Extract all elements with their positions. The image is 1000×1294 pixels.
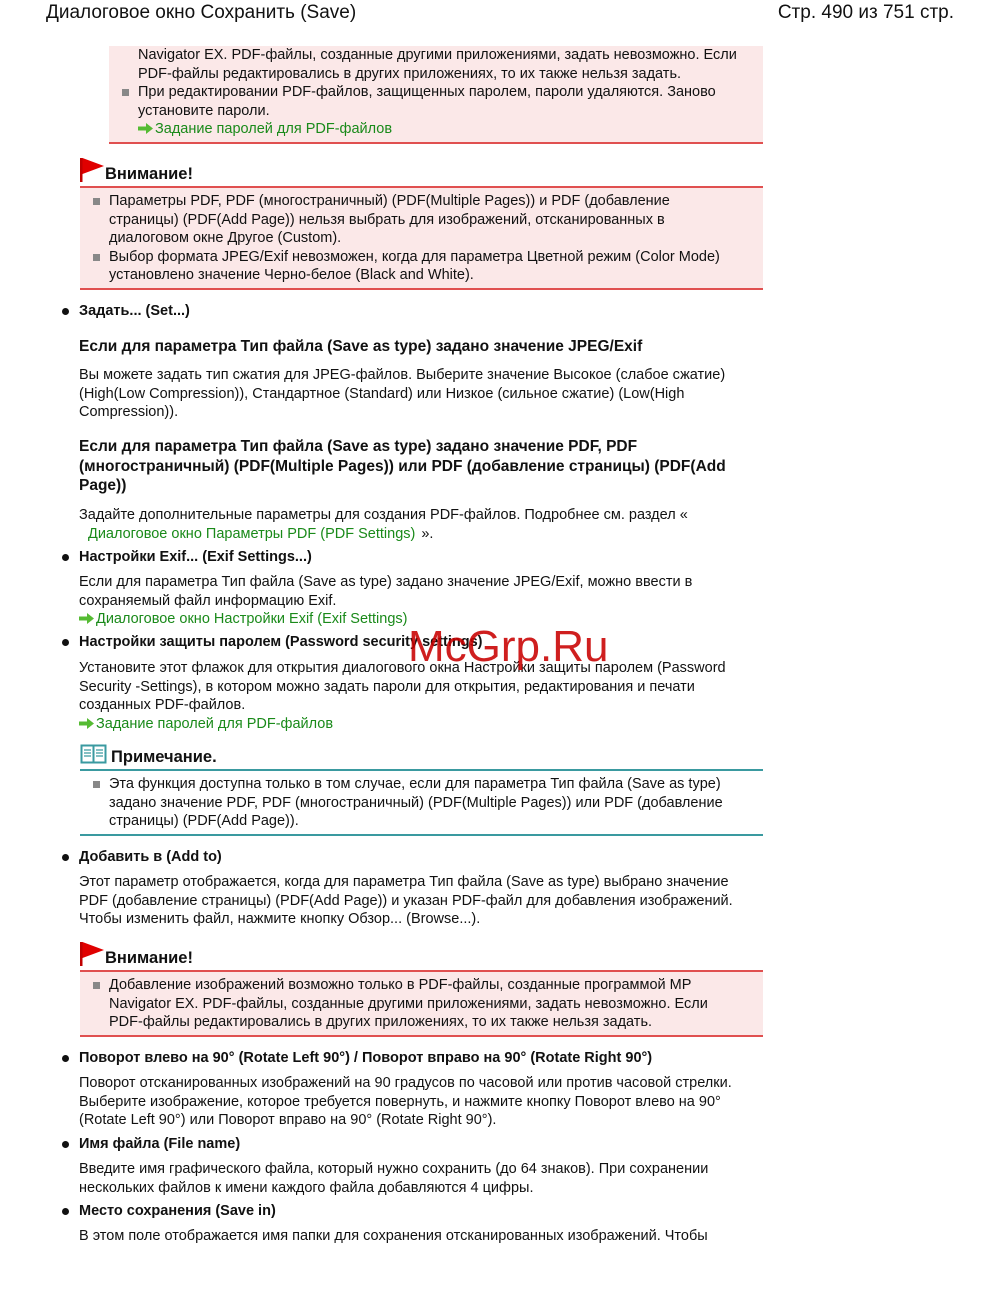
paragraph-pdf <box>79 506 688 543</box>
link-text: Задание паролей для PDF-файлов <box>96 715 334 732</box>
text-line <box>79 525 688 544</box>
paragraph-save-in <box>79 1227 708 1246</box>
text-fragment: ». <box>421 525 434 542</box>
link-text: Задание паролей для PDF-файлов <box>155 121 393 137</box>
caution-item-line: Navigator EX. PDF-файлы, созданные другими приложениями, задать невозможно. Если <box>109 995 708 1012</box>
text-line: PDF (добавление страницы) (PDF(Add Page)) и указан PDF-файл для добавления изображений. <box>79 892 733 909</box>
text-line: Выберите изображение, которое требуется повернуть, и нажмите кнопку Поворот влево на 90° <box>79 1093 721 1110</box>
text-line: Чтобы изменить файл, нажмите кнопку Обзор... (Browse...). <box>79 911 481 927</box>
link-pdf-settings[interactable]: Диалоговое окно Параметры PDF (PDF Settings) <box>88 525 416 542</box>
heading-line: Если для параметра Тип файла (Save as type) задано значение PDF, PDF <box>79 438 638 455</box>
caution-item <box>138 83 763 102</box>
bullet-exif: Настройки Exif... (Exif Settings...) <box>79 549 312 565</box>
paragraph-exif <box>79 573 692 629</box>
bullet-file-name: Имя файла (File name) <box>79 1136 241 1152</box>
text-line: нескольких файлов к имени каждого файла добавляются 4 цифры. <box>79 1179 534 1196</box>
bullet-add-to: Добавить в (Add to) <box>79 849 222 865</box>
green-arrow-icon <box>79 718 94 729</box>
caution-item <box>109 976 763 1032</box>
caution-box <box>80 186 763 290</box>
link-pdf-passwords-2[interactable] <box>79 715 726 734</box>
green-arrow-icon <box>138 123 153 134</box>
text-line: сохраняемый файл информацию Exif. <box>79 592 337 609</box>
text-line: Вы можете задать тип сжатия для JPEG-файлов. Выберите значение Высокое (слабое сжатие) <box>79 367 726 383</box>
caution-item <box>109 248 763 285</box>
caution-box <box>80 970 763 1037</box>
caution-text-line: Navigator EX. PDF-файлы, созданные другими приложениями, задать невозможно. Если <box>138 47 737 63</box>
note-box <box>80 769 763 836</box>
caution-title: Внимание! <box>105 165 193 183</box>
heading-pdf <box>79 437 726 496</box>
caution-item-line: PDF-файлы редактировались в других приложениях, то их также нельзя задать. <box>109 1014 653 1030</box>
paragraph-password <box>79 659 726 733</box>
caution-box-continued <box>109 46 763 144</box>
page-title: Диалоговое окно Сохранить (Save) <box>46 2 357 23</box>
caution-text-line: PDF-файлы редактировались в других приложениях, то их также нельзя задать. <box>138 65 682 82</box>
red-flag-icon <box>80 158 104 182</box>
bullet-save-in: Место сохранения (Save in) <box>79 1203 276 1219</box>
text-line: созданных PDF-файлов. <box>79 697 246 713</box>
heading-jpeg: Если для параметра Тип файла (Save as type) задано значение JPEG/Exif <box>79 338 643 355</box>
link-text: Диалоговое окно Настройки Exif (Exif Settings) <box>96 611 408 627</box>
text-line: Установите этот флажок для открытия диалогового окна Настройки защиты паролем (Password <box>79 660 726 676</box>
bullet-rotate: Поворот влево на 90° (Rotate Left 90°) / Поворот вправо на 90° (Rotate Right 90°) <box>79 1050 653 1066</box>
caution-item-text: При редактировании PDF-файлов, защищенных паролем, пароли удаляются. Заново <box>138 84 716 100</box>
caution-item-line: страницы) (PDF(Add Page)) нельзя выбрать для изображений, отсканированных в <box>109 211 665 228</box>
page-counter: Стр. 490 из 751 стр. <box>777 2 954 23</box>
red-flag-icon <box>80 942 104 966</box>
text-line: Задайте дополнительные параметры для создания PDF-файлов. Подробнее см. раздел « <box>79 507 688 523</box>
note-item-line: страницы) (PDF(Add Page)). <box>109 813 299 829</box>
paragraph-rotate <box>79 1074 732 1130</box>
note-item-line: задано значение PDF, PDF (многостраничный) (PDF(Multiple Pages)) или PDF (добавление <box>109 794 723 811</box>
caution-item-line: Выбор формата JPEG/Exif невозможен, когда для параметра Цветной режим (Color Mode) <box>109 248 720 265</box>
text-line: Security -Settings), в котором можно задать пароли для открытия, редактирования и печати <box>79 678 695 695</box>
text-line: Этот параметр отображается, когда для параметра Тип файла (Save as type) выбрано значение <box>79 874 729 890</box>
text-line: (Rotate Left 90°) или Поворот вправо на 90° (Rotate Right 90°). <box>79 1112 497 1128</box>
heading-line: (многостраничный) (PDF(Multiple Pages)) или PDF (добавление страницы) (PDF(Add <box>79 457 726 475</box>
caution-title: Внимание! <box>105 949 193 967</box>
text-line: (High(Low Compression)), Стандартное (Standard) или Низкое (сильное сжатие) (Low(High <box>79 385 685 402</box>
paragraph-add-to <box>79 873 733 929</box>
link-pdf-passwords[interactable] <box>138 120 763 139</box>
text-line: Введите имя графического файла, который нужно сохранить (до 64 знаков). При сохранении <box>79 1161 709 1177</box>
text-line: Если для параметра Тип файла (Save as type) задано значение JPEG/Exif, можно ввести в <box>79 574 693 590</box>
paragraph-file-name <box>79 1160 708 1197</box>
text-line: В этом поле отображается имя папки для сохранения отсканированных изображений. Чтобы <box>79 1228 708 1244</box>
caution-item-line: Параметры PDF, PDF (многостраничный) (PDF(Multiple Pages)) и PDF (добавление <box>109 193 670 209</box>
paragraph-jpeg <box>79 366 725 422</box>
note-title: Примечание. <box>111 748 217 766</box>
note-item-line: Эта функция доступна только в том случае, если для параметра Тип файла (Save as type) <box>109 776 721 792</box>
caution-item-line: диалоговом окне Другое (Custom). <box>109 230 342 246</box>
bullet-password: Настройки защиты паролем (Password security settings) <box>79 634 483 650</box>
note-item <box>109 775 763 831</box>
green-arrow-icon <box>79 613 94 624</box>
caution-item-line: установлено значение Черно-белое (Black and White). <box>109 267 474 283</box>
watermark: McGrp.Ru <box>408 622 609 671</box>
caution-item-line: Добавление изображений возможно только в PDF-файлы, созданные программой MP <box>109 977 692 993</box>
book-icon <box>80 744 107 764</box>
caution-text-line: установите пароли. <box>138 102 270 119</box>
bullet-set: Задать... (Set...) <box>79 303 190 319</box>
caution-item <box>109 192 763 248</box>
heading-line: Page)) <box>79 477 127 494</box>
text-line: Compression)). <box>79 404 179 420</box>
text-line: Поворот отсканированных изображений на 90 градусов по часовой или против часовой стрелки. <box>79 1075 732 1091</box>
